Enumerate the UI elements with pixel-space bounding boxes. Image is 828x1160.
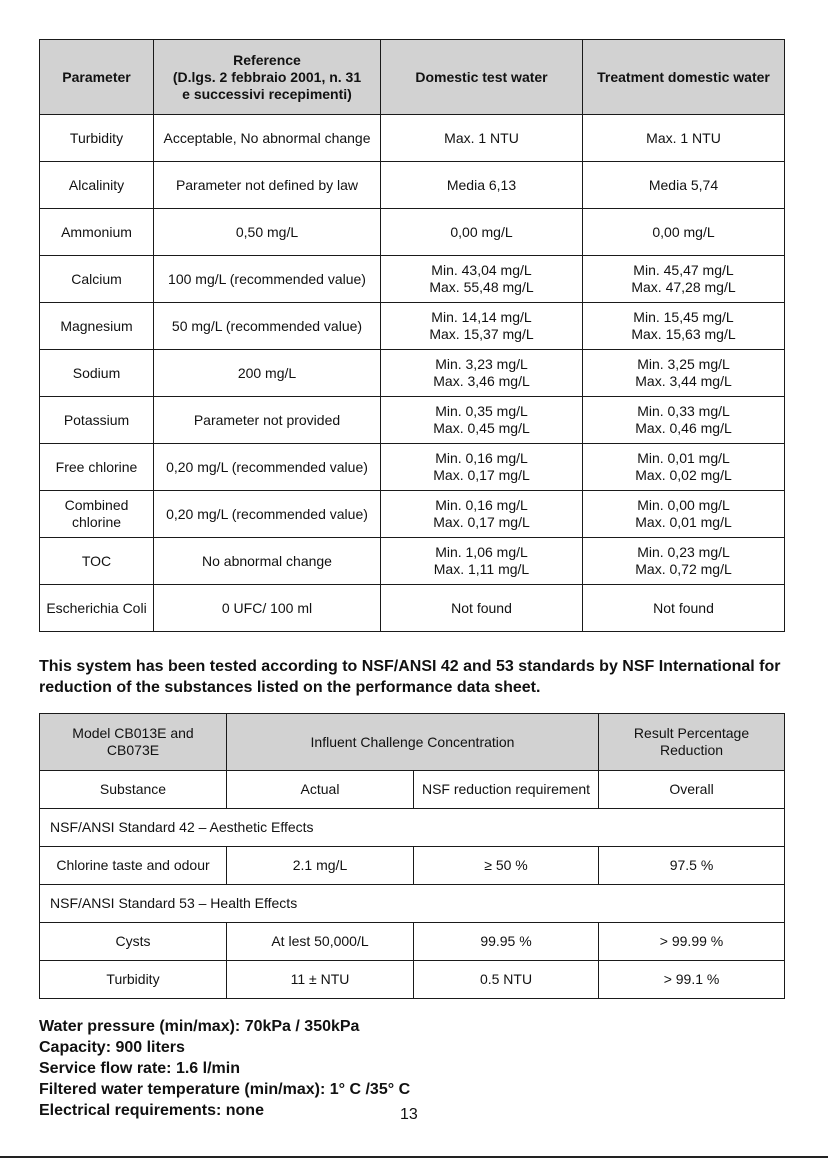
parameter-row — [40, 115, 785, 162]
spec-line: Service flow rate: 1.6 l/min — [39, 1060, 240, 1077]
reference-cell: Parameter not defined by law — [154, 162, 381, 209]
parameter-row — [40, 491, 785, 538]
overall-cell: > 99.1 % — [599, 961, 785, 999]
spec-line: Filtered water temperature (min/max): 1° C /35° C — [39, 1081, 411, 1098]
treatment-water-cell: Max. 1 NTU — [583, 115, 785, 162]
reference-cell: 0,50 mg/L — [154, 209, 381, 256]
header-treatment-domestic-water: Treatment domestic water — [583, 40, 785, 115]
result-label: Result Percentage Reduction — [599, 714, 785, 771]
subheader-overall: Overall — [599, 771, 785, 809]
treatment-water-cell: 0,00 mg/L — [583, 209, 785, 256]
test-water-cell: Min. 43,04 mg/L Max. 55,48 mg/L — [381, 256, 583, 303]
test-water-cell: Media 6,13 — [381, 162, 583, 209]
parameter-row — [40, 350, 785, 397]
parameter-cell: Calcium — [40, 256, 154, 303]
subheader-substance: Substance — [40, 771, 227, 809]
treatment-water-cell: Min. 15,45 mg/L Max. 15,63 mg/L — [583, 303, 785, 350]
header-parameter: Parameter — [40, 40, 154, 115]
parameter-cell: Alcalinity — [40, 162, 154, 209]
reference-cell: Acceptable, No abnormal change — [154, 115, 381, 162]
treatment-water-cell: Min. 0,01 mg/L Max. 0,02 mg/L — [583, 444, 785, 491]
parameter-cell: Magnesium — [40, 303, 154, 350]
footer-rule — [0, 1156, 828, 1158]
reference-cell: 200 mg/L — [154, 350, 381, 397]
influent-label: Influent Challenge Concentration — [227, 714, 599, 771]
treatment-water-cell: Min. 45,47 mg/L Max. 47,28 mg/L — [583, 256, 785, 303]
test-water-cell: Min. 0,16 mg/L Max. 0,17 mg/L — [381, 444, 583, 491]
test-water-cell: Min. 3,23 mg/L Max. 3,46 mg/L — [381, 350, 583, 397]
treatment-water-cell: Media 5,74 — [583, 162, 785, 209]
specifications-list — [39, 1016, 410, 1121]
test-water-cell: Min. 0,35 mg/L Max. 0,45 mg/L — [381, 397, 583, 444]
spec-line: Capacity: 900 liters — [39, 1039, 185, 1056]
parameter-row — [40, 538, 785, 585]
page-number: 13 — [400, 1106, 418, 1123]
parameter-row — [40, 256, 785, 303]
actual-cell: 2.1 mg/L — [227, 847, 414, 885]
standard-section-row — [40, 885, 785, 923]
requirement-cell: ≥ 50 % — [414, 847, 599, 885]
treatment-water-cell: Not found — [583, 585, 785, 632]
reference-cell: Parameter not provided — [154, 397, 381, 444]
substance-row — [40, 847, 785, 885]
reference-cell: 50 mg/L (recommended value) — [154, 303, 381, 350]
reference-cell: 0,20 mg/L (recommended value) — [154, 444, 381, 491]
parameter-cell: Free chlorine — [40, 444, 154, 491]
subheader-actual: Actual — [227, 771, 414, 809]
spec-line: Electrical requirements: none — [39, 1102, 264, 1119]
substance-cell: Turbidity — [40, 961, 227, 999]
overall-cell: > 99.99 % — [599, 923, 785, 961]
parameter-cell: Sodium — [40, 350, 154, 397]
treatment-water-cell: Min. 3,25 mg/L Max. 3,44 mg/L — [583, 350, 785, 397]
reference-cell: 0,20 mg/L (recommended value) — [154, 491, 381, 538]
standard-section-row — [40, 809, 785, 847]
substance-row — [40, 923, 785, 961]
parameter-cell: Turbidity — [40, 115, 154, 162]
test-water-cell: Max. 1 NTU — [381, 115, 583, 162]
treatment-water-cell: Min. 0,23 mg/L Max. 0,72 mg/L — [583, 538, 785, 585]
standard-section-title: NSF/ANSI Standard 53 – Health Effects — [40, 885, 785, 923]
header-domestic-test-water: Domestic test water — [381, 40, 583, 115]
treatment-water-cell: Min. 0,00 mg/L Max. 0,01 mg/L — [583, 491, 785, 538]
test-water-cell: 0,00 mg/L — [381, 209, 583, 256]
test-water-cell: Min. 0,16 mg/L Max. 0,17 mg/L — [381, 491, 583, 538]
model-label: Model CB013E and CB073E — [40, 714, 227, 771]
parameter-cell: TOC — [40, 538, 154, 585]
parameter-row — [40, 444, 785, 491]
test-water-cell: Min. 14,14 mg/L Max. 15,37 mg/L — [381, 303, 583, 350]
nsf-performance-table — [39, 713, 785, 999]
reference-cell: 0 UFC/ 100 ml — [154, 585, 381, 632]
intro-paragraph: This system has been tested according to NSF/ANSI 42 and 53 standards by NSF International for reduction of the substances listed on the performance data sheet. — [39, 658, 781, 696]
reference-cell: 100 mg/L (recommended value) — [154, 256, 381, 303]
actual-cell: At lest 50,000/L — [227, 923, 414, 961]
requirement-cell: 99.95 % — [414, 923, 599, 961]
overall-cell: 97.5 % — [599, 847, 785, 885]
actual-cell: 11 ± NTU — [227, 961, 414, 999]
treatment-water-cell: Min. 0,33 mg/L Max. 0,46 mg/L — [583, 397, 785, 444]
test-water-cell: Not found — [381, 585, 583, 632]
water-parameters-table — [39, 39, 785, 632]
parameter-row — [40, 397, 785, 444]
requirement-cell: 0.5 NTU — [414, 961, 599, 999]
subheader-nsf-requirement: NSF reduction requirement — [414, 771, 599, 809]
parameter-row — [40, 209, 785, 256]
parameter-row — [40, 585, 785, 632]
parameter-row — [40, 303, 785, 350]
standard-section-title: NSF/ANSI Standard 42 – Aesthetic Effects — [40, 809, 785, 847]
header-reference: Reference (D.lgs. 2 febbraio 2001, n. 31 e successivi recepimenti) — [154, 40, 381, 115]
parameter-cell: Ammonium — [40, 209, 154, 256]
reference-cell: No abnormal change — [154, 538, 381, 585]
test-water-cell: Min. 1,06 mg/L Max. 1,11 mg/L — [381, 538, 583, 585]
substance-cell: Cysts — [40, 923, 227, 961]
substance-row — [40, 961, 785, 999]
substance-cell: Chlorine taste and odour — [40, 847, 227, 885]
water-parameters-body — [40, 115, 785, 632]
parameter-row — [40, 162, 785, 209]
parameter-cell: Combined chlorine — [40, 491, 154, 538]
parameter-cell: Escherichia Coli — [40, 585, 154, 632]
nsf-performance-body — [40, 714, 785, 999]
parameter-cell: Potassium — [40, 397, 154, 444]
spec-line: Water pressure (min/max): 70kPa / 350kPa — [39, 1018, 360, 1035]
